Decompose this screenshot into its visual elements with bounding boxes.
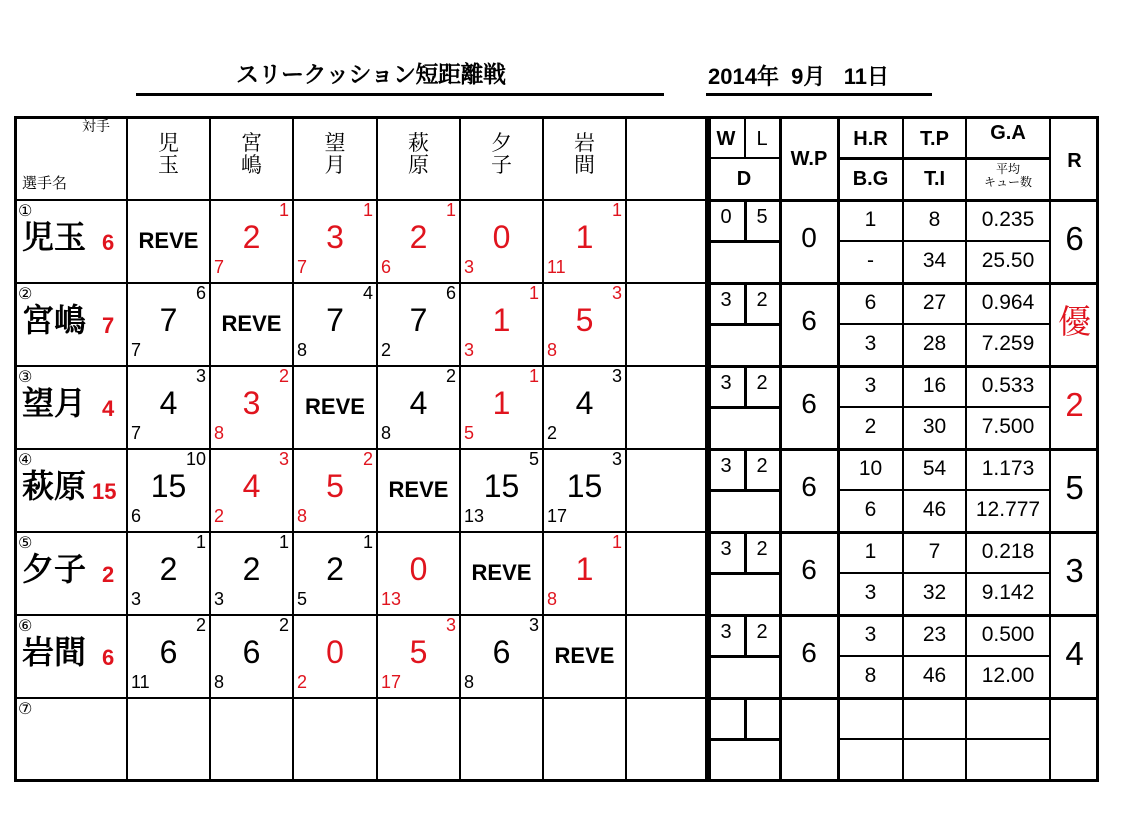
- win-points: 6: [801, 554, 817, 585]
- best-game: 3: [864, 581, 877, 604]
- match-score: 1: [575, 551, 594, 587]
- win-points: 6: [801, 388, 817, 419]
- high-run: 2: [278, 615, 289, 635]
- total-points: 23: [922, 623, 947, 646]
- rank: 優: [1058, 302, 1091, 341]
- high-run: 1: [611, 200, 622, 220]
- high-run: 3: [445, 615, 456, 635]
- high-run: 3: [611, 449, 622, 469]
- innings: 13: [381, 589, 402, 609]
- wins: 3: [720, 372, 732, 394]
- innings: 7: [131, 423, 142, 443]
- innings: 6: [131, 506, 142, 526]
- innings: 3: [131, 589, 142, 609]
- row-number: ⑥: [18, 616, 33, 635]
- high-run: 1: [528, 283, 539, 303]
- losses: 2: [756, 455, 768, 477]
- rank: 5: [1065, 469, 1084, 506]
- innings: 3: [214, 589, 225, 609]
- player-handicap: 6: [102, 645, 115, 670]
- match-score: 4: [409, 385, 428, 421]
- high-run: 1: [278, 532, 289, 552]
- total-innings: 34: [922, 249, 947, 272]
- row-number: ①: [18, 201, 33, 220]
- win-points: 6: [801, 637, 817, 668]
- average-innings: 12.00: [981, 664, 1035, 687]
- player-name: 夕子: [22, 550, 87, 588]
- high-run-total: 6: [864, 291, 877, 314]
- match-score: 3: [242, 385, 261, 421]
- sheet-title: スリークッション短距離戦: [236, 62, 506, 88]
- row-sub-line: [838, 655, 1050, 657]
- match-score: 3: [326, 219, 344, 255]
- row-line: [708, 199, 1099, 202]
- match-score: 2: [242, 219, 261, 255]
- match-score: 0: [492, 219, 511, 255]
- row-line: [708, 531, 1099, 534]
- innings: 17: [381, 672, 402, 692]
- match-score: 0: [409, 551, 428, 587]
- high-run: 3: [195, 366, 206, 386]
- high-run-total: 1: [864, 540, 877, 563]
- average-innings: 7.259: [981, 332, 1035, 355]
- high-run: 3: [611, 283, 622, 303]
- innings: 5: [464, 423, 475, 443]
- total-points: 7: [928, 540, 941, 563]
- innings: 8: [297, 506, 308, 526]
- ga-header: G.A: [990, 122, 1026, 144]
- opponent-name: 萩 原: [408, 131, 429, 178]
- row-line: [708, 365, 1099, 368]
- general-average: 0.964: [981, 291, 1035, 314]
- win-points: 0: [801, 222, 817, 253]
- total-innings: 46: [922, 664, 947, 687]
- wins: 3: [720, 455, 732, 477]
- row-line: [708, 697, 1099, 700]
- match-score: 2: [326, 551, 344, 587]
- row-sub-line: [838, 323, 1050, 325]
- wins: 3: [720, 538, 732, 560]
- total-points: 8: [928, 208, 941, 231]
- reve-cell: REVE: [388, 477, 449, 502]
- high-run: 6: [445, 283, 456, 303]
- reve-cell: REVE: [471, 560, 532, 585]
- innings: 17: [547, 506, 568, 526]
- total-points: 16: [922, 374, 947, 397]
- innings: 2: [297, 672, 308, 692]
- player-name: 宮嶋: [22, 301, 87, 339]
- player-name: 岩間: [22, 633, 87, 671]
- high-run: 1: [195, 532, 206, 552]
- rank: 4: [1065, 635, 1084, 672]
- high-run-total: 10: [858, 457, 883, 480]
- date-underline: [706, 93, 932, 96]
- general-average: 0.500: [981, 623, 1035, 646]
- innings: 8: [547, 340, 558, 360]
- total-innings: 30: [922, 415, 947, 438]
- match-score: 0: [326, 634, 344, 670]
- rank: 2: [1065, 386, 1084, 423]
- high-run: 3: [278, 449, 289, 469]
- innings: 13: [464, 506, 485, 526]
- match-score: 4: [575, 385, 594, 421]
- win-points: 6: [801, 305, 817, 336]
- general-average: 0.218: [981, 540, 1035, 563]
- match-score: 15: [150, 468, 187, 504]
- losses: 5: [756, 206, 768, 228]
- high-run-total: 3: [864, 623, 877, 646]
- opponent-name: 宮 嶋: [241, 131, 262, 178]
- player-name: 望月: [22, 384, 87, 422]
- match-score: 5: [326, 468, 344, 504]
- best-game: -: [867, 249, 874, 272]
- header-split: [838, 157, 1050, 160]
- match-score: 1: [492, 302, 511, 338]
- high-run-total: 1: [864, 208, 877, 231]
- tp-header: T.P: [920, 128, 949, 150]
- wl-split: [744, 698, 747, 739]
- rank: 6: [1065, 220, 1084, 257]
- w-header: W: [716, 128, 736, 150]
- title-underline: [136, 93, 664, 96]
- general-average: 0.533: [981, 374, 1035, 397]
- innings: 3: [464, 257, 475, 277]
- high-run: 1: [611, 532, 622, 552]
- row-line: [708, 282, 1099, 285]
- high-run: 1: [362, 532, 373, 552]
- best-game: 3: [864, 332, 877, 355]
- high-run: 3: [528, 615, 539, 635]
- player-handicap: 15: [92, 479, 117, 504]
- innings: 8: [464, 672, 475, 692]
- ti-header: T.I: [923, 168, 946, 190]
- average-innings: 25.50: [981, 249, 1035, 272]
- reve-cell: REVE: [554, 643, 615, 668]
- total-points: 27: [922, 291, 947, 314]
- row-line: [708, 614, 1099, 617]
- losses: 2: [756, 372, 768, 394]
- match-score: 15: [483, 468, 520, 504]
- high-run: 10: [185, 449, 206, 469]
- average-innings: 7.500: [981, 415, 1035, 438]
- match-score: 2: [159, 551, 178, 587]
- best-game: 8: [864, 664, 877, 687]
- match-score: 1: [492, 385, 511, 421]
- high-run: 4: [362, 283, 373, 303]
- high-run: 6: [195, 283, 206, 303]
- wp-header: W.P: [790, 148, 828, 170]
- total-innings: 32: [922, 581, 947, 604]
- total-points: 54: [922, 457, 947, 480]
- general-average: 0.235: [981, 208, 1035, 231]
- rank: 3: [1065, 552, 1084, 589]
- opponent-name: 岩 間: [574, 131, 595, 178]
- innings: 8: [547, 589, 558, 609]
- high-run: 5: [528, 449, 539, 469]
- player-handicap: 6: [102, 230, 115, 255]
- losses: 2: [756, 621, 768, 643]
- match-score: 1: [575, 219, 594, 255]
- row-sub-line: [838, 406, 1050, 408]
- player-handicap: 4: [102, 396, 115, 421]
- row-number: ④: [18, 450, 33, 469]
- match-score: 7: [159, 302, 178, 338]
- row-number: ⑦: [18, 699, 33, 718]
- best-game: 6: [864, 498, 877, 521]
- row-number: ⑤: [18, 533, 33, 552]
- reve-cell: REVE: [305, 394, 365, 419]
- best-game: 2: [864, 415, 877, 438]
- match-score: 15: [566, 468, 603, 504]
- match-score: 6: [492, 634, 511, 670]
- innings: 2: [547, 423, 558, 443]
- player-name: 児玉: [22, 218, 87, 256]
- row-sub-line: [838, 240, 1050, 242]
- player-name: 萩原: [22, 467, 87, 505]
- opponent-name: 夕 子: [491, 131, 512, 178]
- header-split: [708, 157, 780, 159]
- row-sub-line: [838, 489, 1050, 491]
- innings: 8: [381, 423, 392, 443]
- high-run: 1: [362, 200, 373, 220]
- high-run: 2: [362, 449, 373, 469]
- reve-cell: REVE: [138, 228, 199, 253]
- hr-header: H.R: [853, 128, 888, 150]
- innings: 3: [464, 340, 475, 360]
- match-score: 6: [242, 634, 261, 670]
- match-score: 2: [409, 219, 428, 255]
- wins: 0: [720, 206, 732, 228]
- innings: 8: [297, 340, 308, 360]
- high-run: 1: [528, 366, 539, 386]
- high-run-total: 3: [864, 374, 877, 397]
- innings: 7: [297, 257, 308, 277]
- innings: 6: [381, 257, 392, 277]
- match-score: 5: [575, 302, 594, 338]
- innings: 7: [131, 340, 142, 360]
- innings: 8: [214, 672, 225, 692]
- high-run: 2: [195, 615, 206, 635]
- reve-cell: REVE: [221, 311, 282, 336]
- player-handicap: 2: [102, 562, 115, 587]
- match-score: 6: [159, 634, 178, 670]
- match-score: 4: [159, 385, 178, 421]
- high-run: 2: [445, 366, 456, 386]
- high-run: 1: [445, 200, 456, 220]
- match-score: 7: [409, 302, 428, 338]
- r-header: R: [1067, 150, 1082, 172]
- opponent-name: 児 玉: [158, 131, 179, 178]
- row-line: [708, 448, 1099, 451]
- row-sub-line: [838, 738, 1050, 740]
- match-score: 5: [409, 634, 428, 670]
- opponent-name: 望 月: [324, 131, 346, 178]
- innings: 2: [381, 340, 392, 360]
- row-sub-line: [838, 572, 1050, 574]
- total-innings: 28: [922, 332, 947, 355]
- wins: 3: [720, 621, 732, 643]
- match-score: 4: [242, 468, 261, 504]
- match-score: 7: [326, 302, 344, 338]
- opponent-header: 対手: [82, 119, 110, 135]
- l-header: L: [756, 128, 768, 150]
- row-number: ③: [18, 367, 33, 386]
- wins: 3: [720, 289, 732, 311]
- match-score: 2: [242, 551, 261, 587]
- average-innings: 12.777: [975, 498, 1041, 521]
- total-innings: 46: [922, 498, 947, 521]
- high-run: 1: [278, 200, 289, 220]
- high-run: 2: [278, 366, 289, 386]
- win-points: 6: [801, 471, 817, 502]
- player-handicap: 7: [102, 313, 115, 338]
- innings: 2: [214, 506, 225, 526]
- high-run: 3: [611, 366, 622, 386]
- losses: 2: [756, 289, 768, 311]
- row-line: [14, 614, 708, 616]
- innings: 11: [547, 257, 566, 277]
- sheet-date: 2014年 9月 11日: [708, 64, 889, 89]
- innings: 7: [214, 257, 225, 277]
- innings: 5: [297, 589, 308, 609]
- average-innings: 9.142: [981, 581, 1035, 604]
- losses: 2: [756, 538, 768, 560]
- bg-header: B.G: [852, 168, 889, 190]
- innings: 11: [131, 672, 150, 692]
- row-line: [14, 697, 708, 699]
- player-name-header: 選手名: [22, 174, 68, 192]
- innings: 8: [214, 423, 225, 443]
- general-average: 1.173: [981, 457, 1035, 480]
- d-header: D: [736, 168, 752, 190]
- row-number: ②: [18, 284, 33, 303]
- ga-subheader: 平均 キュー数: [983, 162, 1032, 190]
